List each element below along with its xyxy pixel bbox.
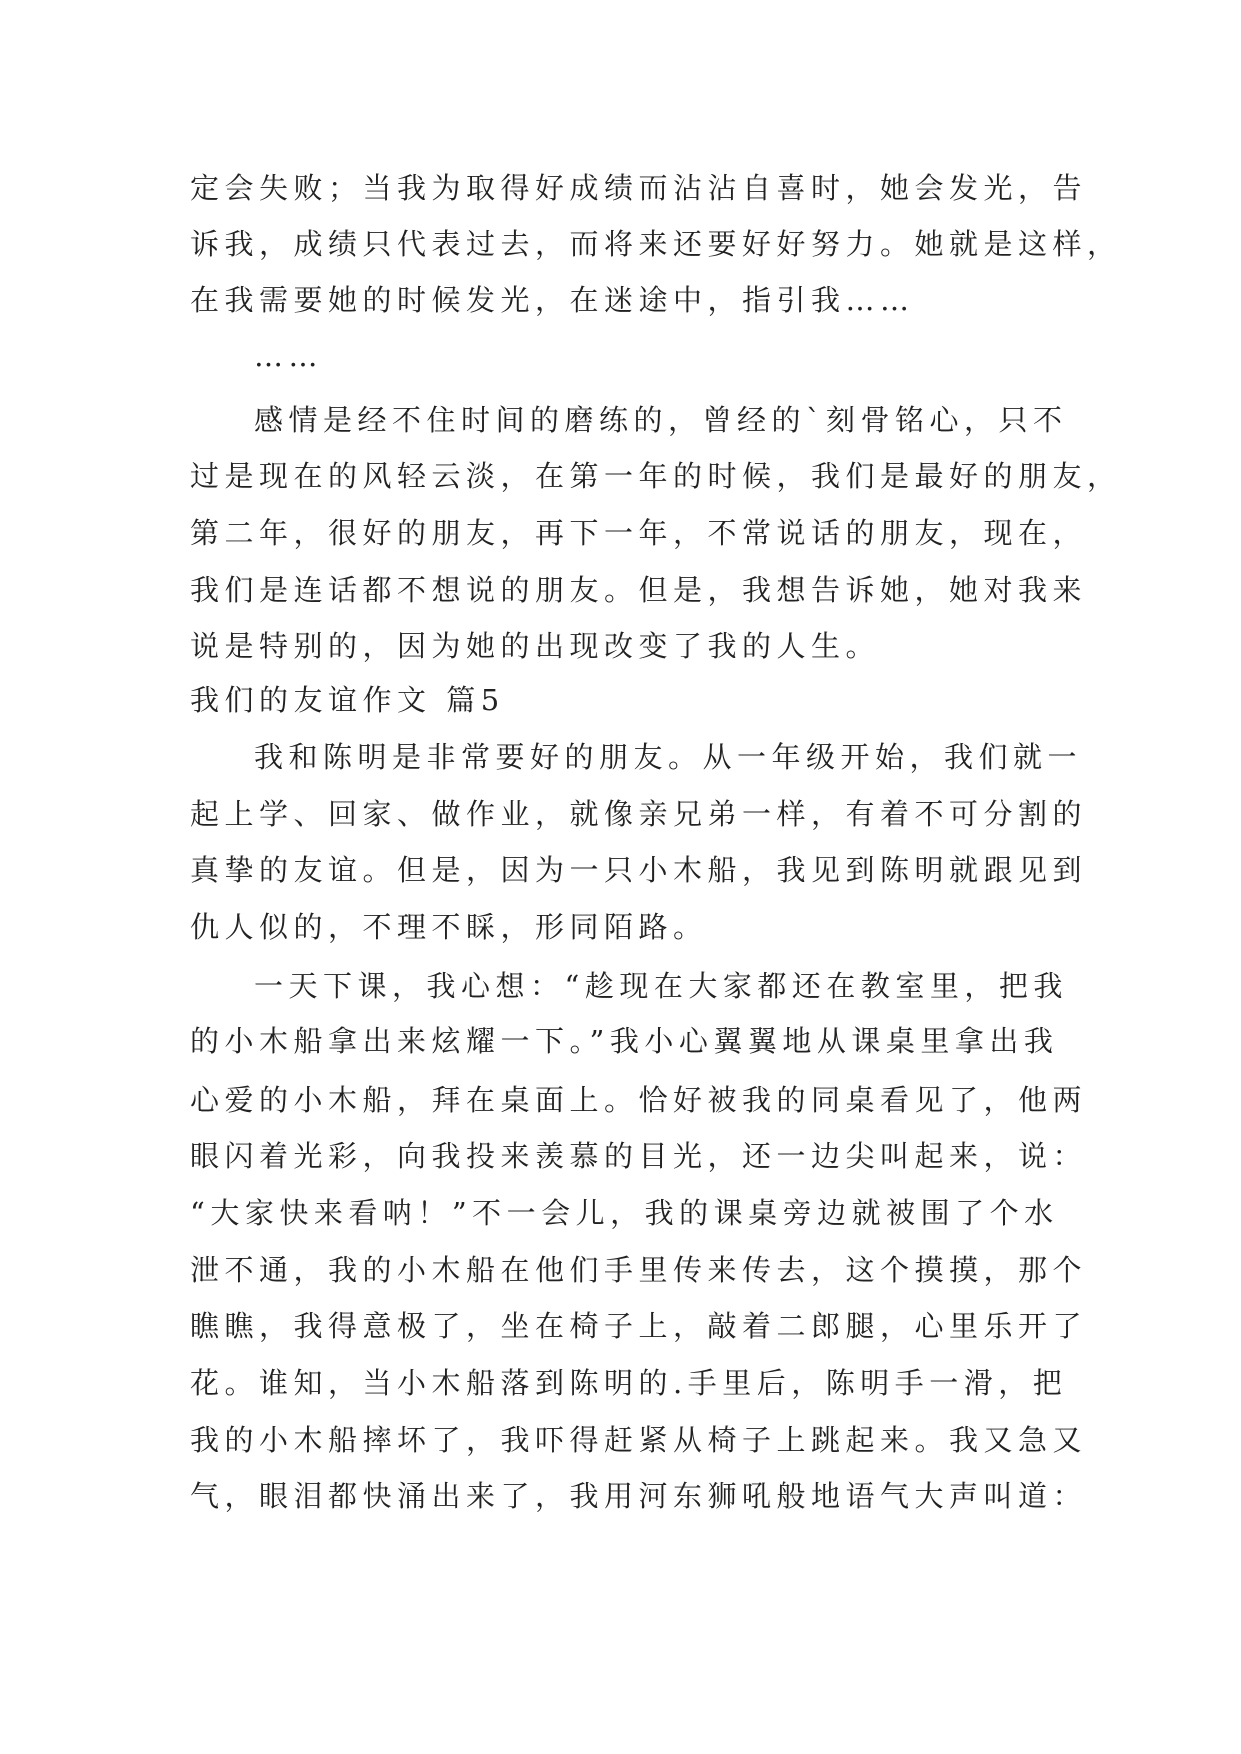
text-line: 诉我，成绩只代表过去，而将来还要好好努力。她就是这样，	[190, 227, 1122, 261]
text-line: 瞧瞧，我得意极了，坐在椅子上，敲着二郎腿，心里乐开了	[190, 1309, 1088, 1343]
text-line: 在我需要她的时候发光，在迷途中，指引我……	[190, 283, 915, 317]
text-line: “大家快来看呐！”不一会儿，我的课桌旁边就被围了个水	[190, 1196, 1059, 1230]
text-line: 定会失败；当我为取得好成绩而沾沾自喜时，她会发光，告	[190, 171, 1088, 205]
text-line: 眼闪着光彩，向我投来羡慕的目光，还一边尖叫起来，说：	[190, 1139, 1088, 1173]
text-line: 花。谁知，当小木船落到陈明的.手里后，陈明手一滑，把	[190, 1366, 1068, 1400]
section-heading: 我们的友谊作文 篇5	[190, 683, 505, 717]
text-line: 我们是连话都不想说的朋友。但是，我想告诉她，她对我来	[190, 573, 1088, 607]
ellipsis-line: ……	[254, 339, 323, 373]
paragraph-first-line: 我和陈明是非常要好的朋友。从一年级开始，我们就一	[254, 740, 1083, 774]
text-line: 气，眼泪都快涌出来了，我用河东狮吼般地语气大声叫道：	[190, 1479, 1088, 1513]
text-line: 真挚的友谊。但是，因为一只小木船，我见到陈明就跟见到	[190, 853, 1088, 887]
text-line: 的小木船拿出来炫耀一下。”我小心翼翼地从课桌里拿出我	[190, 1024, 1059, 1058]
text-line: 心爱的小木船，拜在桌面上。恰好被我的同桌看见了，他两	[190, 1083, 1088, 1117]
paragraph-first-line: 一天下课，我心想：“趁现在大家都还在教室里，把我	[254, 969, 1068, 1003]
text-line: 过是现在的风轻云淡，在第一年的时候，我们是最好的朋友，	[190, 459, 1122, 493]
text-line: 说是特别的，因为她的出现改变了我的人生。	[190, 629, 881, 663]
paragraph-first-line: 感情是经不住时间的磨练的，曾经的`刻骨铭心，只不	[254, 403, 1068, 437]
text-line: 第二年，很好的朋友，再下一年，不常说话的朋友，现在，	[190, 516, 1088, 550]
text-line: 仇人似的，不理不睬，形同陌路。	[190, 910, 708, 944]
text-line: 起上学、回家、做作业，就像亲兄弟一样，有着不可分割的	[190, 797, 1088, 831]
text-line: 我的小木船摔坏了，我吓得赶紧从椅子上跳起来。我又急又	[190, 1423, 1088, 1457]
text-line: 泄不通，我的小木船在他们手里传来传去，这个摸摸，那个	[190, 1253, 1088, 1287]
